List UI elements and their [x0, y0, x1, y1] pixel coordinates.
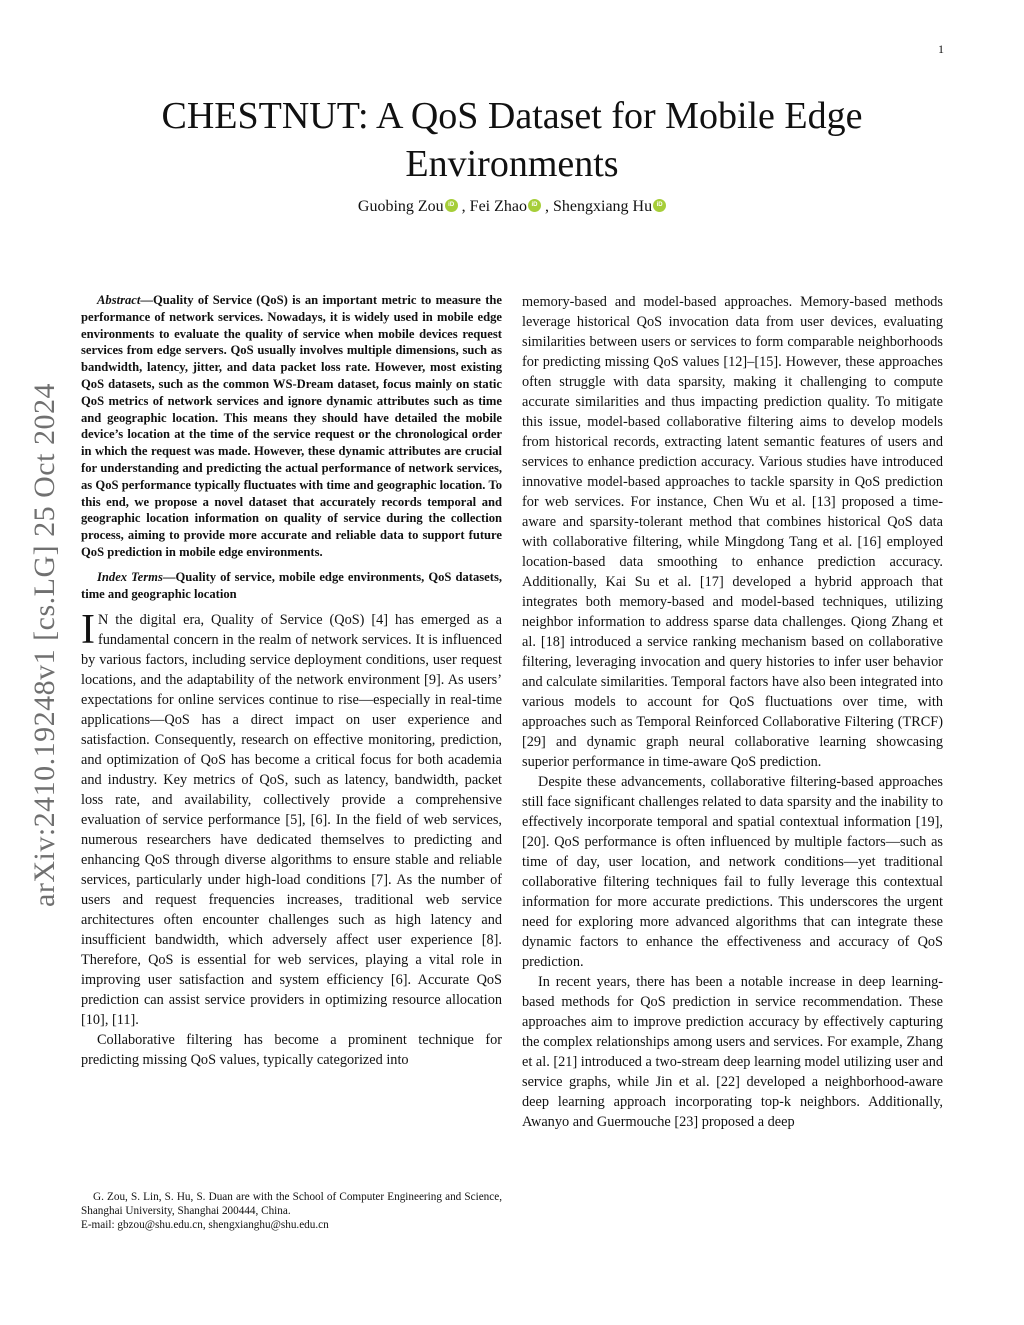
body-paragraph-3: In recent years, there has been a notable increase in deep learning-based methods for QoS prediction in service recommendation. These approaches aim to improve prediction accuracy by effectively capturing the complex relationships among users and services. For example, Zhang et al. [21] introduced a two-stream deep learning model utilizing user and service graphs, while Jin et al. [22] developed a neighborhood-aware deep learning approach incorporating top-k neighbors. Additionally, Awanyo and Guermouche [23] proposed a deep: [522, 974, 943, 1130]
arxiv-stamp-text: arXiv:2410.19248v1 [cs.LG] 25 Oct 2024: [28, 383, 61, 907]
title-line-1: CHESTNUT: A QoS Dataset for Mobile Edge: [161, 95, 863, 137]
index-terms: [81, 569, 502, 603]
page-number: 1: [938, 42, 944, 56]
index-terms-text: —Quality of service, mobile edge environments, QoS datasets, time and geographic location: [81, 569, 502, 601]
footnote-affiliation: G. Zou, S. Lin, S. Hu, S. Duan are with the School of Computer Engineering and Science, Shanghai University, Shanghai 200444, China.: [81, 1191, 502, 1217]
left-column: [81, 292, 502, 1070]
orcid-icon[interactable]: iD: [445, 199, 458, 212]
drop-cap: I: [81, 607, 95, 654]
abstract: [81, 292, 502, 561]
intro-paragraph-1: [81, 607, 502, 1030]
abstract-text: —Quality of Service (QoS) is an important metric to measure the performance of network services. Nowadays, it is widely used in mobile edge environments to evaluate the quality of service when mobile devices request services from edge servers. QoS usually involves multiple dimensions, such as bandwidth, latency, jitter, and data packet loss rate. However, most existing QoS datasets, such as the common WS-Dream dataset, focus mainly on static QoS metrics of network services and ignore dynamic attributes such as time and geographic location. This means they should have detailed the mobile device’s location at the time of the service request or the chronological order in which the request was made. However, these dynamic attributes are crucial for understanding and predicting the actual performance of network services, as QoS performance typically fluctuates with time and geographic location. To this end, we propose a novel dataset that accurately records temporal and geographic location information on quality of service during the collection process, aiming to provide more accurate and reliable data to support future QoS prediction in mobile edge environments.: [81, 293, 502, 559]
orcid-icon[interactable]: iD: [653, 199, 666, 212]
abstract-lead: Abstract: [97, 293, 141, 307]
author-separator: ,: [457, 198, 470, 215]
footnote-email: E-mail: gbzou@shu.edu.cn, shengxianghu@shu.edu.cn: [81, 1219, 329, 1231]
body-paragraph-1: memory-based and model-based approaches. Memory-based methods leverage historical QoS invocation data from user devices, evaluating similarities between users or services to form comparable neighborhoods for predicting missing QoS values [12]–[15]. However, these approaches often struggle with data sparsity, making it challenging to compute accurate similarities and thus impacting prediction quality. To mitigate this issue, model-based collaborative filtering aims to develop models from historical records, extracting latent semantic features of users and services to enhance prediction accuracy. Various studies have introduced innovative model-based approaches to tackle sparsity in QoS prediction for web services. For instance, Chen Wu et al. [13] proposed a time-aware and sparsity-tolerant method that combines historical QoS data with collaborative filtering, while Mingdong Tang et al. [16] employed location-based data smoothing to enhance prediction accuracy. Additionally, Kai Su et al. [17] developed a hybrid approach that integrates both memory-based and model-based techniques, utilizing neighbor information to address sparse data challenges. Qiong Zhang et al. [18] introduced a service ranking mechanism based on collaborative filtering, leveraging invocation and query histories to infer user behavior and calculate similarities. Temporal factors have also been integrated into various models to account for QoS fluctuations over time, with approaches such as Temporal Reinforced Collaborative Filtering (TRCF) [29] and dynamic graph neural collaborative learning showcasing superior performance in time-aware QoS prediction.: [522, 294, 943, 770]
title-line-2: Environments: [405, 143, 619, 185]
author-list: [80, 198, 944, 216]
author-name: Fei Zhao: [469, 198, 527, 215]
author-footnote: [81, 1190, 502, 1232]
index-terms-lead: Index Terms: [97, 569, 163, 584]
orcid-icon[interactable]: iD: [528, 199, 541, 212]
author-name: Shengxiang Hu: [553, 198, 653, 215]
intro-paragraph-2: Collaborative filtering has become a prominent technique for predicting missing QoS values, typically categorized into: [81, 1032, 502, 1069]
arxiv-stamp: [30, 345, 60, 945]
right-column: [522, 292, 943, 1132]
author-name: Guobing Zou: [357, 198, 444, 215]
body-paragraph-2: Despite these advancements, collaborative filtering-based approaches still face significant challenges related to data sparsity and the inability to effectively incorporate temporal and spatial contextual information [19], [20]. QoS performance is often influenced by multiple factors—such as time of day, user location, and network conditions—yet traditional collaborative filtering techniques fail to fully leverage this contextual information for more accurate predictions. This underscores the urgent need for exploring more advanced algorithms that can integrate these dynamic factors to enhance the effectiveness and accuracy of QoS prediction.: [522, 774, 943, 970]
intro-paragraph-1-text: N the digital era, Quality of Service (QoS) [4] has emerged as a fundamental concern in the realm of network services. It is influenced by various factors, including service deployment conditions, user request locations, and the adaptability of the network environment [9]. As users’ expectations for online services continue to rise—especially in real-time applications—QoS has a direct impact on user experience and satisfaction. Consequently, research on effective monitoring, prediction, and optimization of QoS has become a critical focus for both academia and industry. Key metrics of QoS, such as latency, bandwidth, packet loss rate, and availability, collectively provide a comprehensive evaluation of service performance [5], [6]. In the field of web services, numerous researchers have dedicated themselves to predicting and enhancing QoS through diverse algorithms to ensure stable and reliable services, particularly under high-load conditions [7]. As the number of users and request frequencies increases, traditional web service architectures often encounter challenges such as high latency and insufficient bandwidth, which adversely affect user experience [8]. Therefore, QoS is essential for web services, playing a vital role in improving user satisfaction and system efficiency [6]. Accurate QoS prediction can assist service providers in optimizing resource allocation [10], [11].: [81, 612, 502, 1029]
paper-title: [80, 92, 944, 188]
author-separator: ,: [541, 198, 553, 215]
